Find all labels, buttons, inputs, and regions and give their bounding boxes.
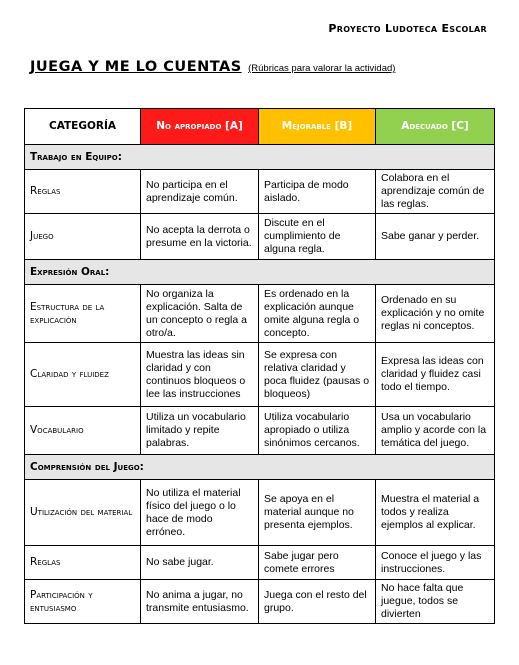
column-header-b: Mejorable [B] bbox=[259, 109, 376, 145]
cell-b: Participa de modo aislado. bbox=[259, 170, 376, 214]
row-label: Reglas bbox=[25, 170, 141, 214]
header-row bbox=[25, 109, 495, 145]
cell-b: Juega con el resto del grupo. bbox=[259, 580, 376, 624]
table-row bbox=[25, 214, 495, 260]
cell-b: Se expresa con relativa claridad y poca fluidez (pausas o bloqueos) bbox=[259, 343, 376, 407]
row-label: Vocabulario bbox=[25, 407, 141, 455]
cell-a: No anima a jugar, no transmite entusiasmo. bbox=[141, 580, 259, 624]
column-header-category: CATEGORÍA bbox=[25, 109, 141, 145]
cell-a: Utiliza un vocabulario limitado y repite palabras. bbox=[141, 407, 259, 455]
document-title-block bbox=[30, 58, 395, 76]
row-label: Reglas bbox=[25, 546, 141, 580]
document-title: JUEGA Y ME LO CUENTAS bbox=[30, 59, 242, 75]
column-header-c: Adecuado [C] bbox=[376, 109, 495, 145]
cell-c: Sabe ganar y perder. bbox=[376, 214, 495, 260]
cell-c: Muestra el material a todos y realiza ejemplos al explicar. bbox=[376, 480, 495, 546]
cell-c: Ordenado en su explicación y no omite reglas ni conceptos. bbox=[376, 285, 495, 343]
row-label: Utilización del material bbox=[25, 480, 141, 546]
row-label: Juego bbox=[25, 214, 141, 260]
table-row bbox=[25, 407, 495, 455]
table-row bbox=[25, 480, 495, 546]
cell-c: Expresa las ideas con claridad y fluidez casi todo el tiempo. bbox=[376, 343, 495, 407]
row-label: Claridad y fluidez bbox=[25, 343, 141, 407]
section-row bbox=[25, 455, 495, 480]
table-row bbox=[25, 285, 495, 343]
table-row bbox=[25, 343, 495, 407]
cell-c: Colabora en el aprendizaje común de las reglas. bbox=[376, 170, 495, 214]
cell-b: Utiliza vocabulario apropiado o utiliza sinónimos cercanos. bbox=[259, 407, 376, 455]
cell-a: No utiliza el material físico del juego o lo hace de modo erróneo. bbox=[141, 480, 259, 546]
table-row bbox=[25, 546, 495, 580]
section-row bbox=[25, 260, 495, 285]
cell-a: No sabe jugar. bbox=[141, 546, 259, 580]
cell-b: Se apoya en el material aunque no presenta ejemplos. bbox=[259, 480, 376, 546]
cell-b: Discute en el cumplimiento de alguna regla. bbox=[259, 214, 376, 260]
section-title: Expresión Oral: bbox=[25, 260, 495, 285]
row-label: Participación y entusiasmo bbox=[25, 580, 141, 624]
cell-b: Es ordenado en la explicación aunque omite alguna regla o concepto. bbox=[259, 285, 376, 343]
rubric-table bbox=[24, 108, 495, 624]
cell-c: Conoce el juego y las instrucciones. bbox=[376, 546, 495, 580]
cell-a: Muestra las ideas sin claridad y con continuos bloqueos o lee las instrucciones bbox=[141, 343, 259, 407]
column-header-a: No apropiado [A] bbox=[141, 109, 259, 145]
table-row bbox=[25, 170, 495, 214]
section-title: Trabajo en Equipo: bbox=[25, 145, 495, 170]
section-title: Comprensión del Juego: bbox=[25, 455, 495, 480]
section-row bbox=[25, 145, 495, 170]
cell-a: No acepta la derrota o presume en la victoria. bbox=[141, 214, 259, 260]
project-name: Proyecto Ludoteca Escolar bbox=[328, 22, 487, 35]
cell-a: No participa en el aprendizaje común. bbox=[141, 170, 259, 214]
row-label: Estructura de la explicación bbox=[25, 285, 141, 343]
cell-c: Usa un vocabulario amplio y acorde con la temática del juego. bbox=[376, 407, 495, 455]
document-subtitle: (Rúbricas para valorar la actividad) bbox=[248, 63, 396, 74]
cell-a: No organiza la explicación. Salta de un concepto o regla a otro/a. bbox=[141, 285, 259, 343]
table-row bbox=[25, 580, 495, 624]
cell-c: No hace falta que juegue, todos se divierten bbox=[376, 580, 495, 624]
cell-b: Sabe jugar pero comete errores bbox=[259, 546, 376, 580]
